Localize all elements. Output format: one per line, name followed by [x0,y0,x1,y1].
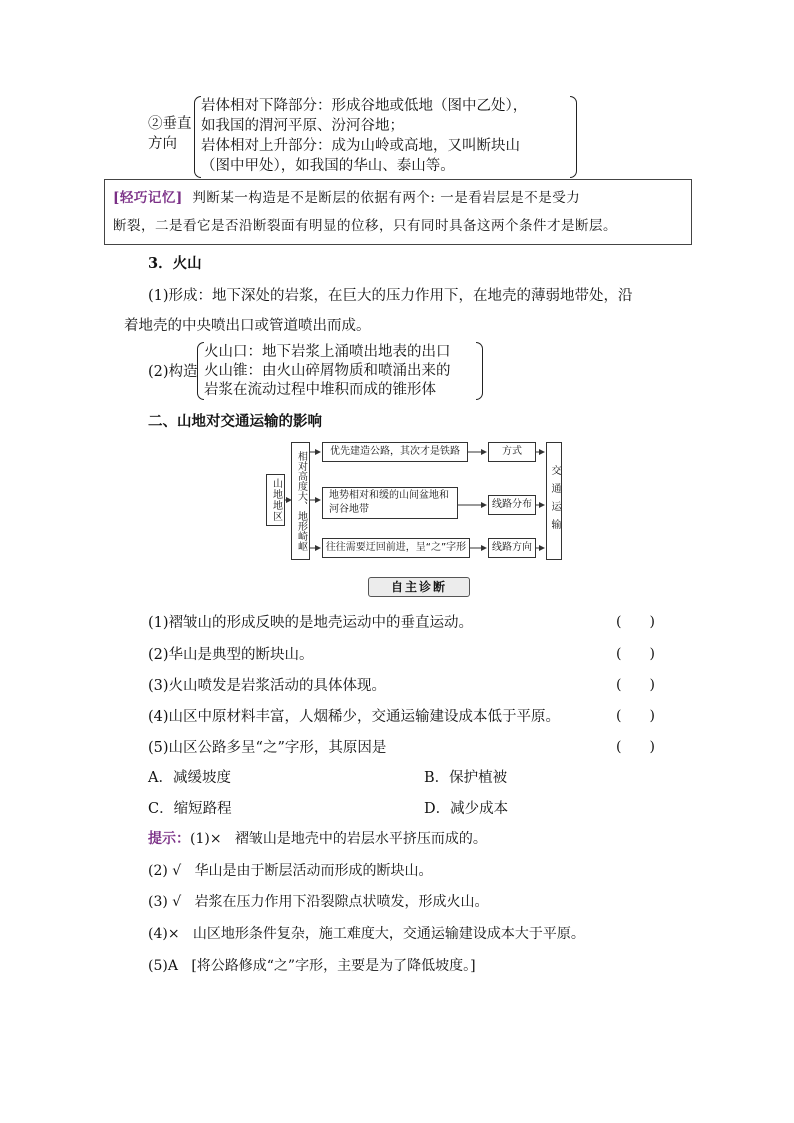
option-c[interactable]: C．缩短路程 [148,801,232,817]
option-b[interactable]: B．保护植被 [424,770,508,786]
hint-5 [148,955,476,975]
volcano-formation-1: (1)形成：地下深处的岩浆，在巨大的压力作用下，在地壳的薄弱地带处，沿 [148,288,633,304]
flow-terrain-box [291,442,310,560]
hint-2-text: 华山是由于断层活动而形成的断块山。 [194,863,433,879]
hint-2-mark: (2) √ [148,863,182,879]
question-3: (3)火山喷发是岩浆活动的具体体现。 [148,678,387,694]
question-4: (4)山区中原材料丰富，人烟稀少，交通运输建设成本低于平原。 [148,709,561,725]
flow-row1-text: 优先建造公路，其次才是铁路 [330,446,460,457]
flow-mountain-box [266,474,285,526]
volcano-cone-2: 岩浆在流动过程中堆积而成的锥形体 [204,382,436,398]
hint-4-mark: (4)× [148,926,180,942]
flow-res1-text: 方式 [502,446,522,457]
hint-3-text: 岩浆在压力作用下沿裂隙点状喷发，形成火山。 [194,894,489,910]
answer-paren-2[interactable]: ( ) [616,646,655,662]
flow-row3-box [322,538,470,558]
volcano-cone-1: 火山锥：由火山碎屑物质和喷涌出来的 [204,363,451,379]
hint-1-text: 褶皱山是地壳中的岩层水平挤压而成的。 [234,831,487,847]
fault-label-2: 方向 [148,136,177,152]
fault-down-2: 如我国的渭河平原、汾河谷地； [201,118,404,134]
fault-down-1: 岩体相对下降部分：形成谷地或低地（图中乙处）， [201,98,528,114]
volcano-structure-label: (2)构造 [148,364,198,380]
flow-row2-box [322,487,458,519]
flow-row2-text: 地势相对和缓的山间盆地和河谷地带 [329,490,449,515]
question-5: (5)山区公路多呈“之”字形，其原因是 [148,740,387,756]
fault-up-2: （图中甲处），如我国的华山、泰山等。 [201,158,455,174]
hint-4-text: 山区地形条件复杂，施工难度大，交通运输建设成本大于平原。 [192,926,585,942]
memory-tag: [轻巧记忆] [113,190,183,206]
fault-up-1: 岩体相对上升部分：成为山岭或高地，又叫断块山 [201,138,520,154]
flow-res3-text: 线路方向 [492,542,532,553]
fault-label-1: ②垂直 [148,116,192,132]
flow-res3-box [488,538,536,558]
hint-3-mark: (3) √ [148,894,182,910]
flow-transport-box [546,442,562,560]
hint-3 [148,891,489,911]
flow-row3-text: 往往需要迂回前进，呈“之”字形 [325,542,467,553]
flow-res2-text: 线路分布 [492,499,532,510]
hint-1-mark: (1)× [190,831,222,847]
answer-paren-1[interactable]: ( ) [616,614,655,630]
flow-transport-text: 交通运输 [549,465,560,537]
answer-paren-5[interactable]: ( ) [616,739,655,755]
option-d[interactable]: D．减少成本 [424,801,509,817]
hint-label: 提示： [148,831,190,847]
answer-paren-4[interactable]: ( ) [616,708,655,724]
volcano-heading: 3．火山 [148,255,202,272]
hint-4 [148,923,585,943]
section2-heading: 二、山地对交通运输的影响 [148,413,322,430]
hint-2 [148,860,433,880]
hint-5-mark: (5)A [148,958,178,974]
volcano-crater: 火山口：地下岩浆上涌喷出地表的出口 [204,344,451,360]
option-a[interactable]: A．减缓坡度 [148,770,231,786]
flow-res1-box [488,442,536,462]
hint-1 [148,828,487,848]
question-1: (1)褶皱山的形成反映的是地壳运动中的垂直运动。 [148,615,474,631]
memory-line-1: 判断某一构造是不是断层的依据有两个: 一是看岩层是不是受力 [192,190,581,206]
flow-row1-box [322,442,468,462]
hint-5-text: [将公路修成“之”字形，主要是为了降低坡度。] [191,958,476,974]
diagnosis-banner: 自主诊断 [368,577,470,597]
question-2: (2)华山是典型的断块山。 [148,647,314,663]
memory-line-2: 断裂，二是看它是否沿断裂面有明显的位移，只有同时具备这两个条件才是断层。 [113,218,617,234]
flow-mountain-text: 山地地区 [270,478,282,522]
flow-res2-box [488,495,536,515]
answer-paren-3[interactable]: ( ) [616,677,655,693]
flow-terrain-text: 相对高度大、地形崎岖 [295,451,307,551]
volcano-formation-2: 着地壳的中央喷出口或管道喷出而成。 [124,318,371,334]
